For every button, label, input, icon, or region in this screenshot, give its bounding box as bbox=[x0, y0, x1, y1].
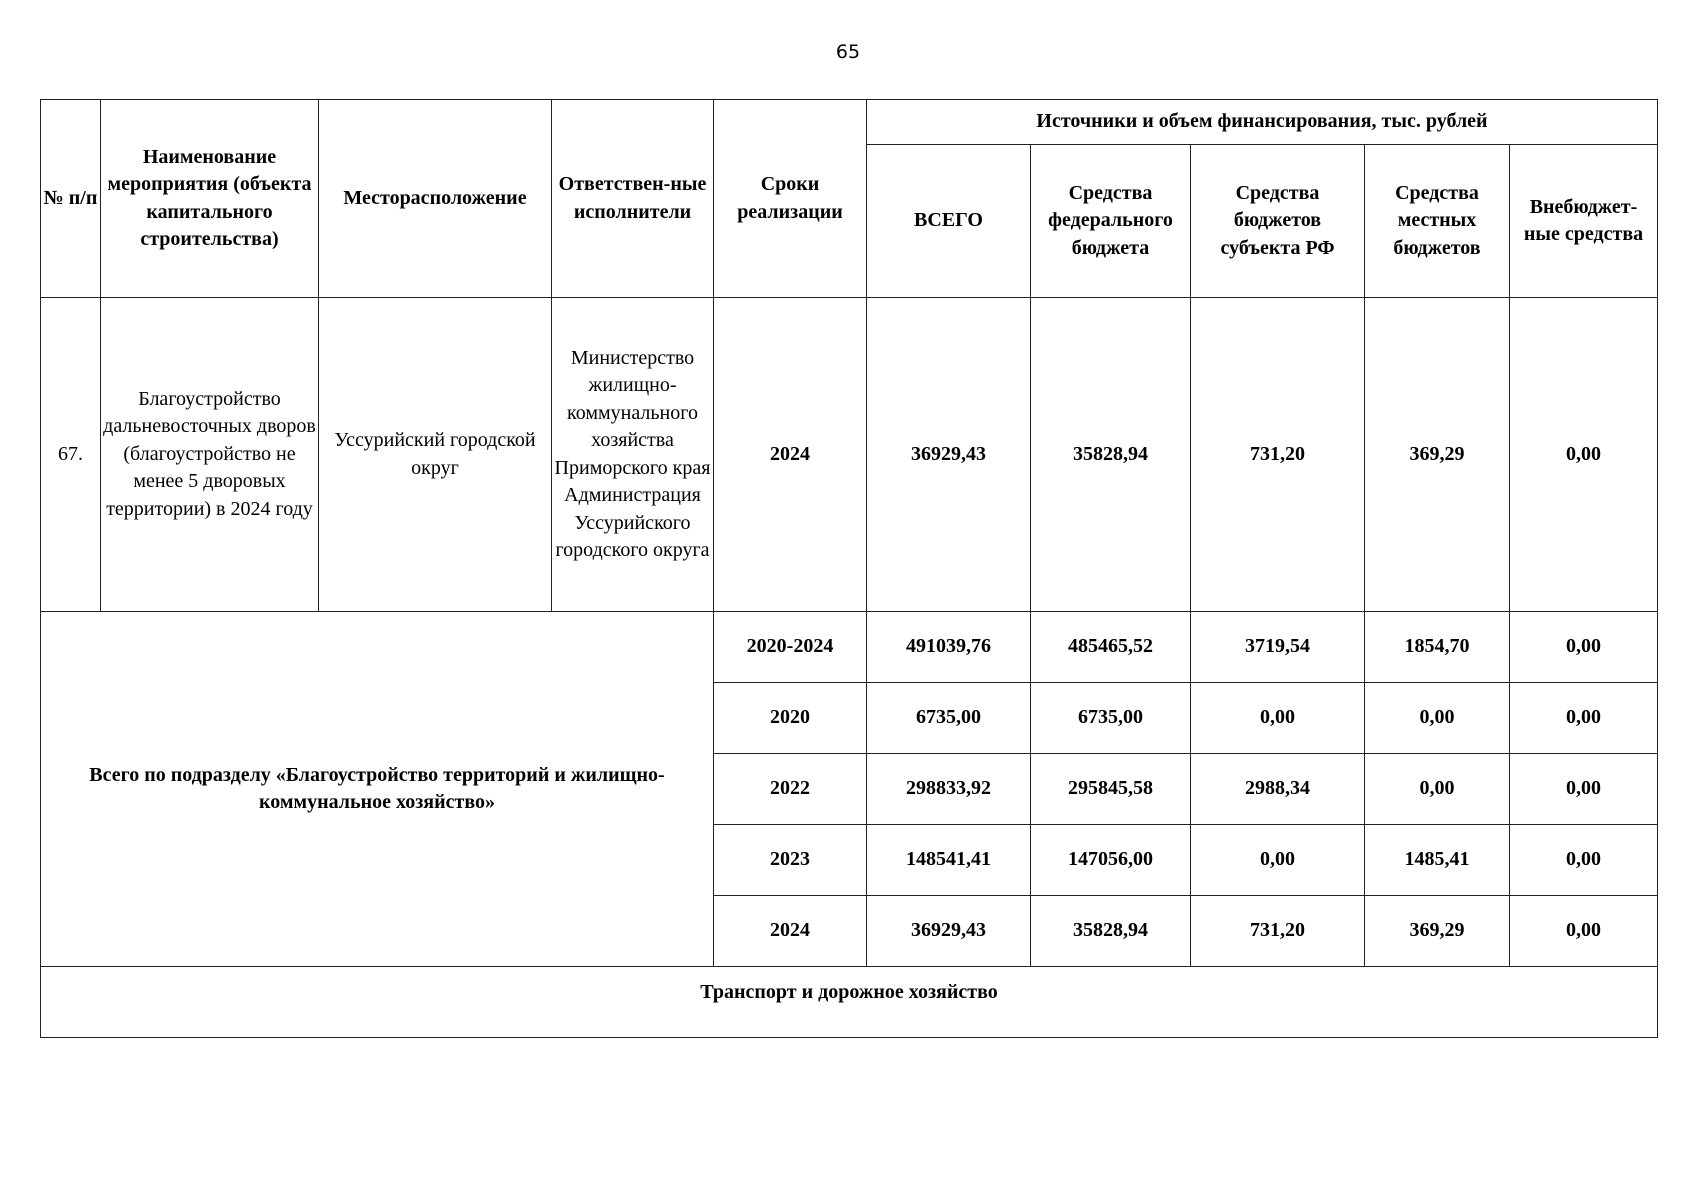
header-federal: Средства федерального бюджета bbox=[1031, 145, 1191, 298]
summary-federal: 35828,94 bbox=[1031, 896, 1191, 967]
summary-label: Всего по подразделу «Благоустройство территорий и жилищно-коммунальное хозяйство» bbox=[41, 612, 714, 967]
header-num: № п/п bbox=[41, 100, 101, 298]
item-total: 36929,43 bbox=[867, 298, 1031, 612]
summary-extra: 0,00 bbox=[1510, 683, 1658, 754]
summary-subject: 0,00 bbox=[1191, 683, 1365, 754]
header-local: Средства местных бюджетов bbox=[1365, 145, 1510, 298]
summary-year: 2024 bbox=[714, 896, 867, 967]
summary-local: 1485,41 bbox=[1365, 825, 1510, 896]
summary-federal: 147056,00 bbox=[1031, 825, 1191, 896]
item-year: 2024 bbox=[714, 298, 867, 612]
item-num: 67. bbox=[41, 298, 101, 612]
summary-local: 1854,70 bbox=[1365, 612, 1510, 683]
financing-table bbox=[40, 99, 1658, 1038]
summary-year: 2020-2024 bbox=[714, 612, 867, 683]
header-terms: Сроки реализации bbox=[714, 100, 867, 298]
summary-extra: 0,00 bbox=[1510, 896, 1658, 967]
summary-subject: 3719,54 bbox=[1191, 612, 1365, 683]
item-name: Благоустройство дальневосточных дворов (благоустройство не менее 5 дворовых территории) в 2024 году bbox=[101, 298, 319, 612]
table-row-item-67 bbox=[41, 298, 1658, 612]
summary-total: 298833,92 bbox=[867, 754, 1031, 825]
header-name: Наименование мероприятия (объекта капитального строительства) bbox=[101, 100, 319, 298]
summary-total: 36929,43 bbox=[867, 896, 1031, 967]
summary-federal: 295845,58 bbox=[1031, 754, 1191, 825]
item-subject: 731,20 bbox=[1191, 298, 1365, 612]
summary-total: 148541,41 bbox=[867, 825, 1031, 896]
section-title: Транспорт и дорожное хозяйство bbox=[41, 967, 1658, 1038]
summary-local: 0,00 bbox=[1365, 683, 1510, 754]
summary-total: 491039,76 bbox=[867, 612, 1031, 683]
summary-extra: 0,00 bbox=[1510, 612, 1658, 683]
summary-subject: 0,00 bbox=[1191, 825, 1365, 896]
item-responsible: Министерство жилищно-коммунального хозяйства Приморского края Администрация Уссурийского городского округа bbox=[552, 298, 714, 612]
summary-year: 2022 bbox=[714, 754, 867, 825]
summary-extra: 0,00 bbox=[1510, 754, 1658, 825]
summary-year: 2020 bbox=[714, 683, 867, 754]
header-sources-group: Источники и объем финансирования, тыс. рублей bbox=[867, 100, 1658, 145]
header-location: Месторасположение bbox=[319, 100, 552, 298]
summary-federal: 485465,52 bbox=[1031, 612, 1191, 683]
item-extra: 0,00 bbox=[1510, 298, 1658, 612]
summary-local: 0,00 bbox=[1365, 754, 1510, 825]
header-total: ВСЕГО bbox=[867, 145, 1031, 298]
summary-total: 6735,00 bbox=[867, 683, 1031, 754]
header-subject: Средства бюджетов субъекта РФ bbox=[1191, 145, 1365, 298]
header-row-1 bbox=[41, 100, 1658, 145]
summary-subject: 731,20 bbox=[1191, 896, 1365, 967]
header-responsible: Ответствен-ные исполнители bbox=[552, 100, 714, 298]
summary-local: 369,29 bbox=[1365, 896, 1510, 967]
page-number: 65 bbox=[835, 41, 861, 63]
summary-year: 2023 bbox=[714, 825, 867, 896]
summary-extra: 0,00 bbox=[1510, 825, 1658, 896]
summary-federal: 6735,00 bbox=[1031, 683, 1191, 754]
table-row-summary bbox=[41, 612, 1658, 683]
item-federal: 35828,94 bbox=[1031, 298, 1191, 612]
header-extra: Внебюджет-ные средства bbox=[1510, 145, 1658, 298]
section-row bbox=[41, 967, 1658, 1038]
item-local: 369,29 bbox=[1365, 298, 1510, 612]
item-location: Уссурийский городской округ bbox=[319, 298, 552, 612]
summary-subject: 2988,34 bbox=[1191, 754, 1365, 825]
